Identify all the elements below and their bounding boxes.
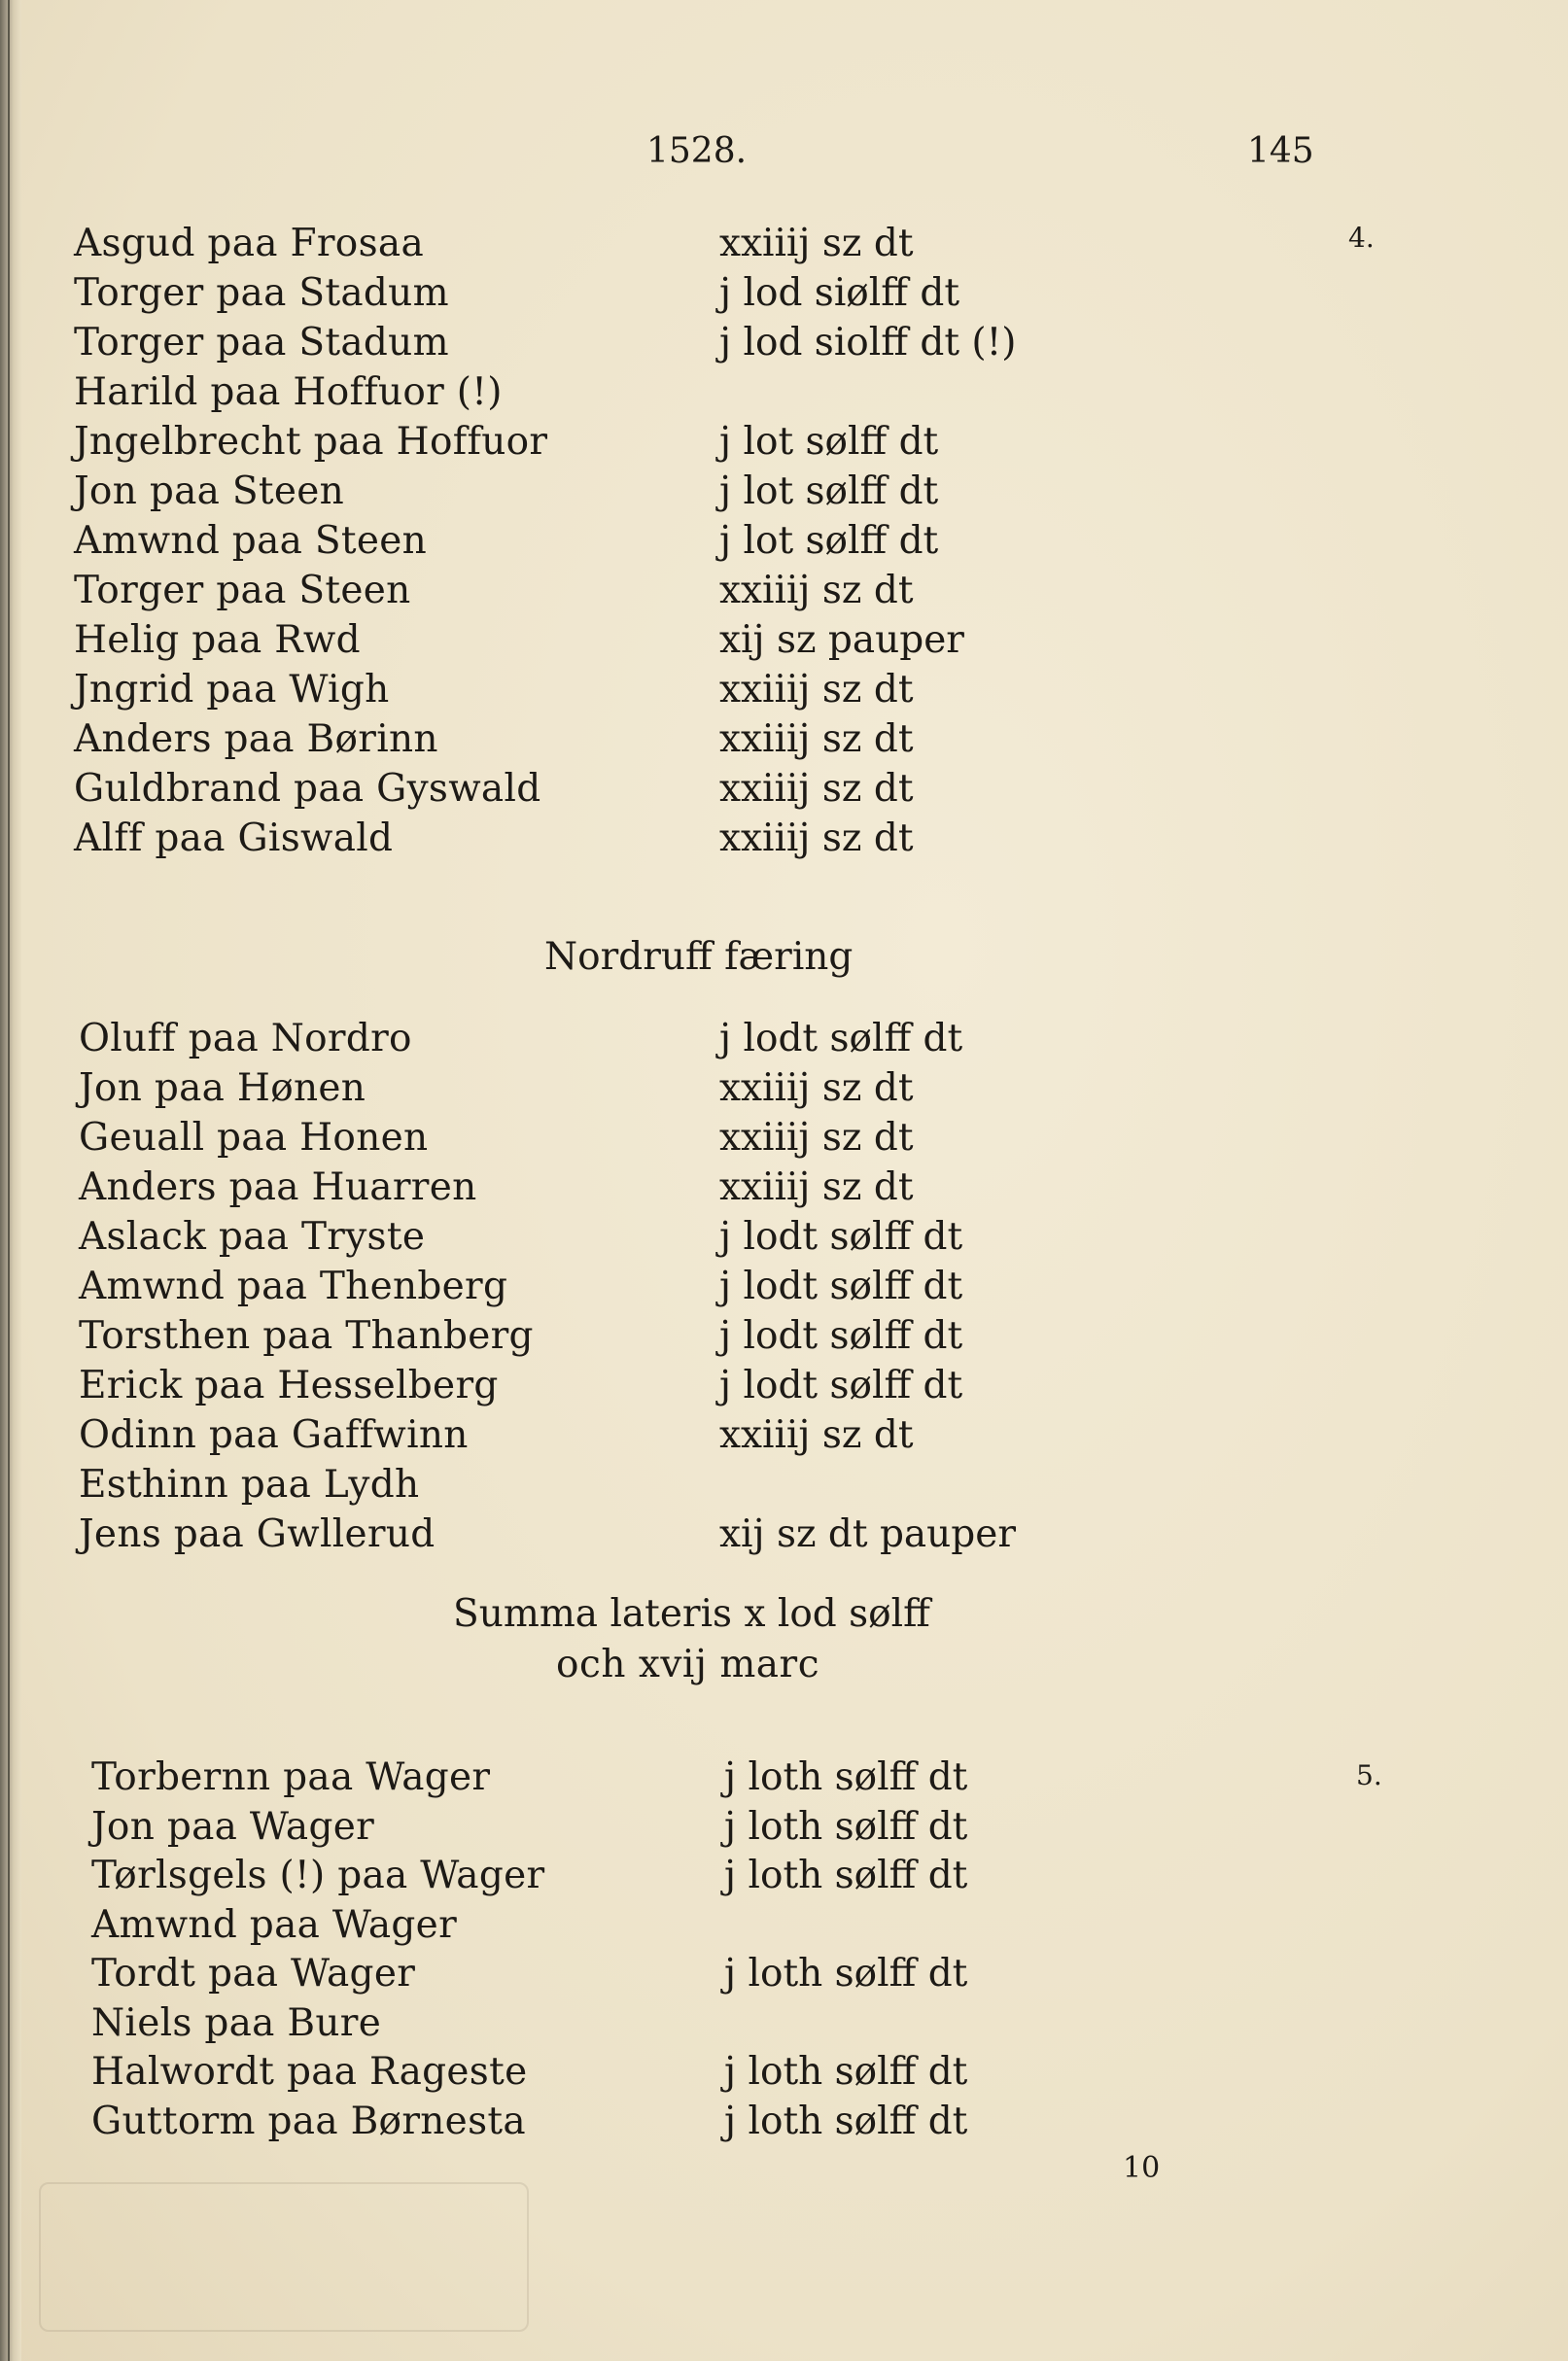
- entry-name: Tørlsgels (!) paa Wager: [91, 1854, 545, 1897]
- entry-amount: xij sz pauper: [719, 618, 964, 662]
- summa-lateris-line: Summa lateris x lod sølff: [453, 1592, 930, 1636]
- entry-amount: xxiiij sz dt: [719, 668, 914, 712]
- entry-name: Jngrid paa Wigh: [74, 668, 390, 712]
- entry-amount: j loth sølff dt: [724, 2099, 968, 2143]
- entry-name: Alff paa Giswald: [74, 816, 394, 860]
- entry-name: Torger paa Stadum: [74, 271, 449, 315]
- entry-name: Oluff paa Nordro: [79, 1017, 412, 1060]
- entry-name: Amwnd paa Steen: [74, 519, 428, 563]
- entry-name: Helig paa Rwd: [74, 618, 361, 662]
- entry-amount: j loth sølff dt: [724, 2050, 968, 2094]
- entry-amount: j lot sølff dt: [719, 519, 939, 563]
- entry-amount: xxiiij sz dt: [719, 717, 914, 761]
- entry-name: Anders paa Huarren: [79, 1165, 477, 1209]
- signature-mark: 10: [1123, 2151, 1161, 2185]
- entry-name: Jens paa Gwllerud: [79, 1512, 436, 1556]
- entry-name: Harild paa Hoffuor (!): [74, 370, 503, 414]
- entry-amount: xxiiij sz dt: [719, 1116, 914, 1160]
- entry-amount: xij sz dt pauper: [719, 1512, 1016, 1556]
- entry-amount: xxiiij sz dt: [719, 816, 914, 860]
- margin-number-4: 4.: [1348, 222, 1375, 254]
- entry-name: Jon paa Hønen: [79, 1066, 366, 1110]
- entry-name: Amwnd paa Thenberg: [79, 1265, 508, 1308]
- entry-name: Guttorm paa Børnesta: [91, 2099, 526, 2143]
- book-binding-edge: [0, 0, 21, 2361]
- entry-amount: j lodt sølff dt: [719, 1364, 963, 1407]
- entry-amount: j lot sølff dt: [719, 420, 939, 464]
- section-heading: Nordruff færing: [544, 935, 854, 979]
- entry-amount: xxiiij sz dt: [719, 569, 914, 612]
- entry-amount: j lod siølff dt: [719, 271, 959, 315]
- entry-name: Odinn paa Gaffwinn: [79, 1413, 469, 1457]
- entry-amount: j lodt sølff dt: [719, 1314, 963, 1358]
- paper-stain: [39, 2182, 529, 2332]
- entry-amount: j lodt sølff dt: [719, 1265, 963, 1308]
- entry-amount: j lodt sølff dt: [719, 1017, 963, 1060]
- entry-name: Asgud paa Frosaa: [74, 222, 424, 265]
- summa-lateris-line-2: och xvij marc: [556, 1643, 820, 1686]
- entry-name: Geuall paa Honen: [79, 1116, 429, 1160]
- entry-name: Halwordt paa Rageste: [91, 2050, 528, 2094]
- margin-number-5: 5.: [1356, 1759, 1382, 1791]
- entry-amount: xxiiij sz dt: [719, 767, 914, 811]
- entry-name: Torsthen paa Thanberg: [79, 1314, 534, 1358]
- entry-name: Guldbrand paa Gyswald: [74, 767, 541, 811]
- entry-name: Torger paa Stadum: [74, 321, 449, 365]
- entry-name: Jon paa Wager: [91, 1804, 375, 1849]
- page-number: 145: [1247, 131, 1314, 171]
- entry-amount: j lot sølff dt: [719, 469, 939, 513]
- entry-name: Torger paa Steen: [74, 569, 411, 612]
- entry-amount: j lod siolff dt (!): [719, 321, 1017, 365]
- entry-name: Torbernn paa Wager: [91, 1755, 491, 1799]
- entry-name: Anders paa Børinn: [74, 717, 438, 761]
- entry-name: Tordt paa Wager: [91, 1952, 416, 1996]
- entry-amount: xxiiij sz dt: [719, 1066, 914, 1110]
- entry-name: Amwnd paa Wager: [91, 1902, 458, 1947]
- entry-amount: j loth sølff dt: [724, 1755, 968, 1799]
- entry-amount: j loth sølff dt: [724, 1854, 968, 1897]
- entry-amount: xxiiij sz dt: [719, 1165, 914, 1209]
- entry-name: Jon paa Steen: [74, 469, 345, 513]
- entry-name: Aslack paa Tryste: [79, 1215, 426, 1259]
- entry-name: Erick paa Hesselberg: [79, 1364, 499, 1407]
- entry-amount: j lodt sølff dt: [719, 1215, 963, 1259]
- entry-amount: xxiiij sz dt: [719, 1413, 914, 1457]
- entry-amount: j loth sølff dt: [724, 1952, 968, 1996]
- entry-name: Jngelbrecht paa Hoffuor: [74, 420, 548, 464]
- entry-name: Esthinn paa Lydh: [79, 1463, 420, 1507]
- entry-name: Niels paa Bure: [91, 2000, 382, 2045]
- page-header-year: 1528.: [646, 131, 748, 171]
- entry-amount: j loth sølff dt: [724, 1804, 968, 1849]
- entry-amount: xxiiij sz dt: [719, 222, 914, 265]
